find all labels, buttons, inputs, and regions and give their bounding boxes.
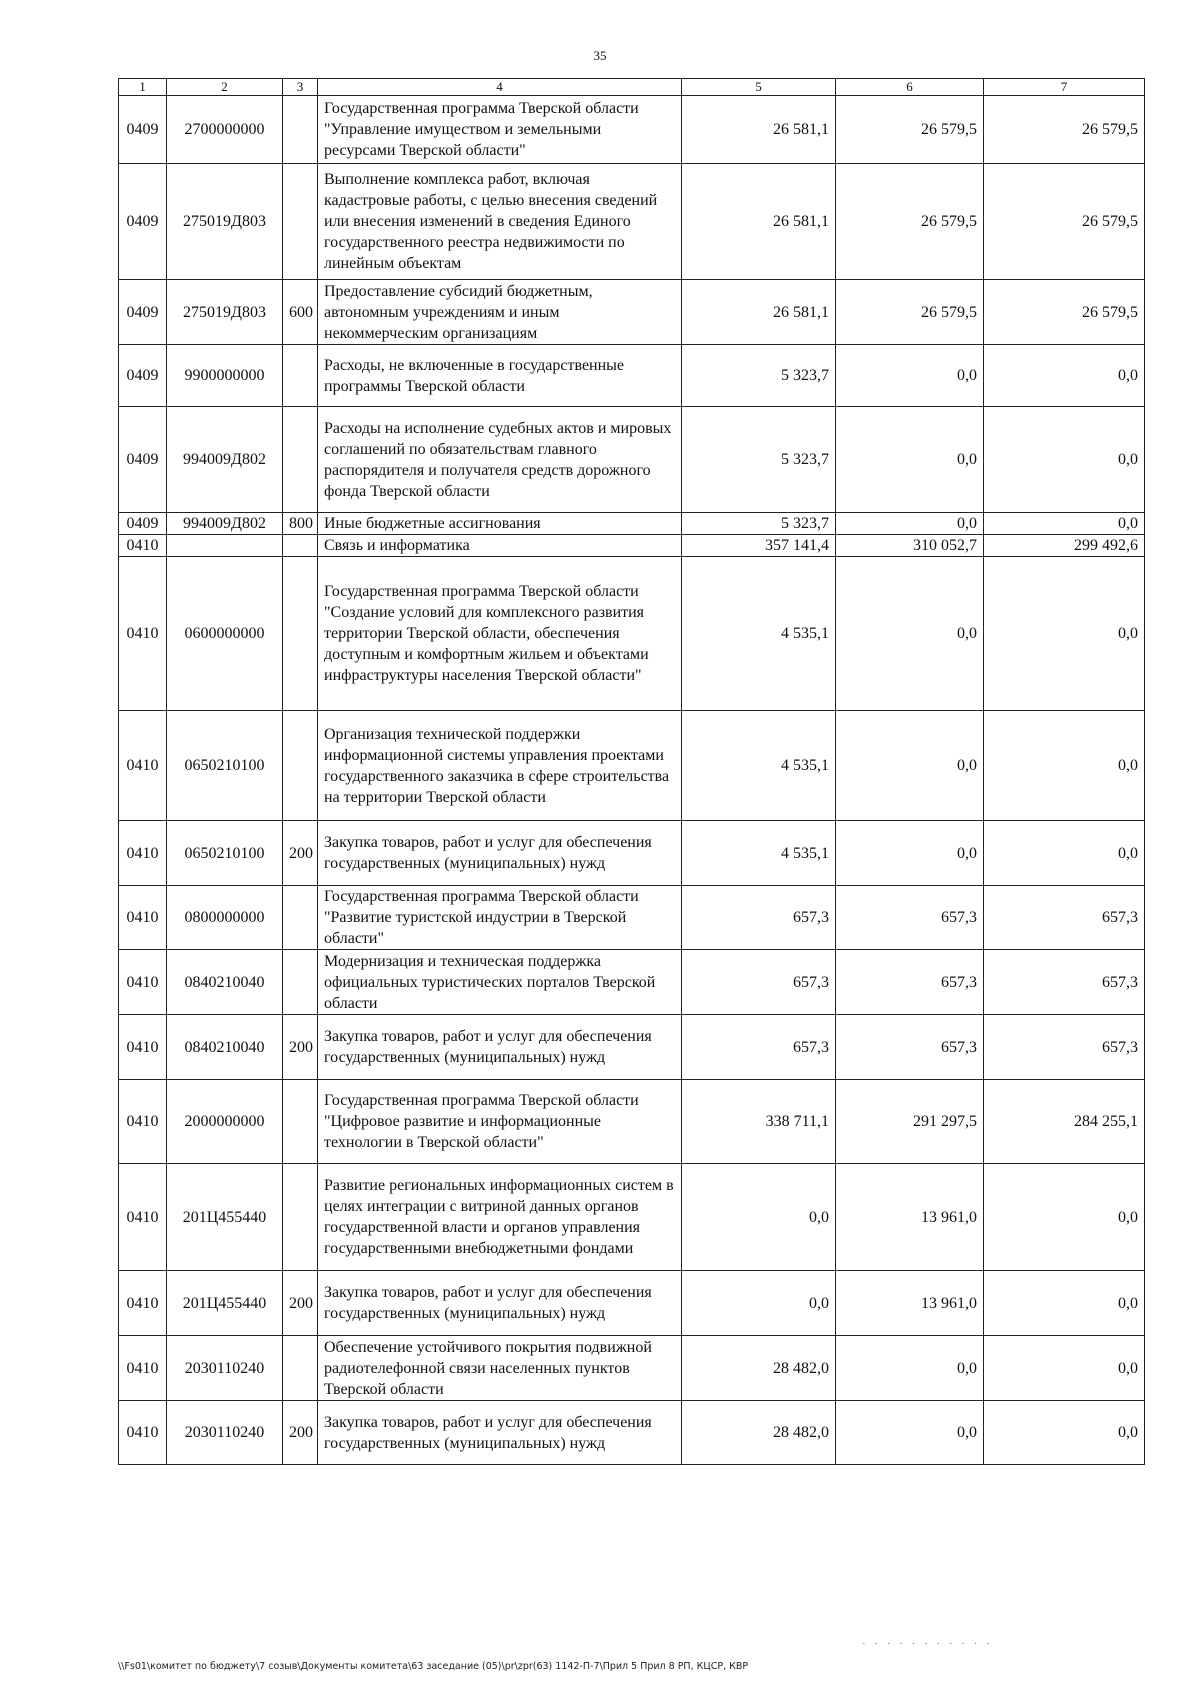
table-row [119, 1015, 1145, 1080]
target-article-cell: 275019Д803 [167, 280, 283, 345]
table-row [119, 821, 1145, 886]
section-code-cell: 0409 [119, 164, 167, 280]
column-number-row [119, 79, 1145, 96]
amount-col5-cell: 4 535,1 [682, 557, 836, 711]
column-header: 7 [984, 79, 1145, 96]
scan-noise: · · · · · · · · · · · [862, 1638, 993, 1650]
item-name-cell: Выполнение комплекса работ, включая кадастровые работы, с целью внесения сведений или внесения изменений в сведения Единого государственного реестра недвижимости по линейным объектам [318, 164, 682, 280]
item-name-cell: Связь и информатика [318, 535, 682, 557]
amount-col5-cell: 28 482,0 [682, 1401, 836, 1465]
amount-col6-cell: 310 052,7 [836, 535, 984, 557]
amount-col5-cell: 4 535,1 [682, 821, 836, 886]
file-path-footer: \\Fs01\комитет по бюджету\7 созыв\Документы комитета\63 заседание (05)\pr\zpr(63) 1142-П-7\Прил 5 Прил 8 РП, КЦСР, КВР [118, 1661, 749, 1672]
item-name-cell: Обеспечение устойчивого покрытия подвижной радиотелефонной связи населенных пунктов Тверской области [318, 1336, 682, 1401]
amount-col5-cell: 657,3 [682, 1015, 836, 1080]
amount-col5-cell: 5 323,7 [682, 513, 836, 535]
section-code-cell: 0409 [119, 96, 167, 164]
expense-type-cell [283, 1080, 318, 1164]
target-article-cell: 0600000000 [167, 557, 283, 711]
amount-col5-cell: 26 581,1 [682, 96, 836, 164]
target-article-cell: 0800000000 [167, 886, 283, 950]
amount-col5-cell: 5 323,7 [682, 345, 836, 407]
table-row [119, 1401, 1145, 1465]
target-article-cell: 0650210100 [167, 821, 283, 886]
target-article-cell: 2700000000 [167, 96, 283, 164]
amount-col6-cell: 291 297,5 [836, 1080, 984, 1164]
amount-col7-cell: 26 579,5 [984, 96, 1145, 164]
target-article-cell: 9900000000 [167, 345, 283, 407]
section-code-cell: 0410 [119, 1080, 167, 1164]
target-article-cell: 2000000000 [167, 1080, 283, 1164]
item-name-cell: Закупка товаров, работ и услуг для обеспечения государственных (муниципальных) нужд [318, 1401, 682, 1465]
amount-col6-cell: 0,0 [836, 513, 984, 535]
section-code-cell: 0409 [119, 513, 167, 535]
table-row [119, 1080, 1145, 1164]
expense-type-cell [283, 96, 318, 164]
section-code-cell: 0410 [119, 557, 167, 711]
item-name-cell: Организация технической поддержки информационной системы управления проектами государственного заказчика в сфере строительства на территории Тверской области [318, 711, 682, 821]
amount-col5-cell: 28 482,0 [682, 1336, 836, 1401]
table-row [119, 164, 1145, 280]
table-row [119, 886, 1145, 950]
item-name-cell: Государственная программа Тверской области "Создание условий для комплексного развития территории Тверской области, обеспечения доступным и комфортным жильем и объектами инфраструктуры населения Тверской области" [318, 557, 682, 711]
target-article-cell [167, 535, 283, 557]
expense-type-cell [283, 535, 318, 557]
expense-type-cell [283, 345, 318, 407]
target-article-cell: 201Ц455440 [167, 1271, 283, 1336]
target-article-cell: 201Ц455440 [167, 1164, 283, 1271]
amount-col6-cell: 0,0 [836, 407, 984, 513]
amount-col7-cell: 0,0 [984, 513, 1145, 535]
target-article-cell: 0840210040 [167, 950, 283, 1015]
section-code-cell: 0410 [119, 535, 167, 557]
amount-col6-cell: 657,3 [836, 886, 984, 950]
expense-type-cell [283, 711, 318, 821]
item-name-cell: Предоставление субсидий бюджетным, автономным учреждениям и иным некоммерческим организациям [318, 280, 682, 345]
item-name-cell: Закупка товаров, работ и услуг для обеспечения государственных (муниципальных) нужд [318, 1015, 682, 1080]
amount-col6-cell: 13 961,0 [836, 1164, 984, 1271]
expense-type-cell: 200 [283, 821, 318, 886]
column-header: 5 [682, 79, 836, 96]
item-name-cell: Иные бюджетные ассигнования [318, 513, 682, 535]
amount-col7-cell: 0,0 [984, 1401, 1145, 1465]
expense-type-cell: 200 [283, 1271, 318, 1336]
table-row [119, 280, 1145, 345]
amount-col7-cell: 657,3 [984, 950, 1145, 1015]
target-article-cell: 2030110240 [167, 1336, 283, 1401]
amount-col7-cell: 0,0 [984, 1336, 1145, 1401]
table-row [119, 535, 1145, 557]
column-header: 4 [318, 79, 682, 96]
section-code-cell: 0410 [119, 1164, 167, 1271]
section-code-cell: 0409 [119, 407, 167, 513]
amount-col6-cell: 26 579,5 [836, 96, 984, 164]
section-code-cell: 0410 [119, 1271, 167, 1336]
section-code-cell: 0410 [119, 1336, 167, 1401]
expense-type-cell [283, 557, 318, 711]
amount-col6-cell: 26 579,5 [836, 164, 984, 280]
amount-col6-cell: 657,3 [836, 950, 984, 1015]
target-article-cell: 0650210100 [167, 711, 283, 821]
item-name-cell: Расходы на исполнение судебных актов и мировых соглашений по обязательствам главного распорядителя и получателя средств дорожного фонда Тверской области [318, 407, 682, 513]
amount-col7-cell: 26 579,5 [984, 280, 1145, 345]
table-row [119, 711, 1145, 821]
table-row [119, 1164, 1145, 1271]
amount-col6-cell: 0,0 [836, 711, 984, 821]
amount-col7-cell: 26 579,5 [984, 164, 1145, 280]
item-name-cell: Развитие региональных информационных систем в целях интеграции с витриной данных органов государственной власти и органов управления государственными внебюджетными фондами [318, 1164, 682, 1271]
amount-col5-cell: 5 323,7 [682, 407, 836, 513]
page-number: 35 [593, 48, 607, 63]
amount-col6-cell: 13 961,0 [836, 1271, 984, 1336]
amount-col5-cell: 0,0 [682, 1271, 836, 1336]
expense-type-cell [283, 950, 318, 1015]
section-code-cell: 0409 [119, 280, 167, 345]
amount-col6-cell: 0,0 [836, 821, 984, 886]
item-name-cell: Государственная программа Тверской области "Цифровое развитие и информационные технологии в Тверской области" [318, 1080, 682, 1164]
amount-col7-cell: 0,0 [984, 557, 1145, 711]
target-article-cell: 0840210040 [167, 1015, 283, 1080]
table-row [119, 513, 1145, 535]
amount-col5-cell: 357 141,4 [682, 535, 836, 557]
amount-col5-cell: 0,0 [682, 1164, 836, 1271]
item-name-cell: Государственная программа Тверской области "Управление имуществом и земельными ресурсами Тверской области" [318, 96, 682, 164]
amount-col6-cell: 26 579,5 [836, 280, 984, 345]
amount-col7-cell: 299 492,6 [984, 535, 1145, 557]
amount-col5-cell: 338 711,1 [682, 1080, 836, 1164]
expense-type-cell [283, 1336, 318, 1401]
item-name-cell: Государственная программа Тверской области "Развитие туристской индустрии в Тверской области" [318, 886, 682, 950]
amount-col6-cell: 657,3 [836, 1015, 984, 1080]
amount-col7-cell: 0,0 [984, 1164, 1145, 1271]
item-name-cell: Расходы, не включенные в государственные программы Тверской области [318, 345, 682, 407]
table-row [119, 557, 1145, 711]
budget-table [118, 78, 1145, 1465]
amount-col6-cell: 0,0 [836, 345, 984, 407]
expense-type-cell: 200 [283, 1401, 318, 1465]
amount-col7-cell: 0,0 [984, 711, 1145, 821]
column-header: 2 [167, 79, 283, 96]
section-code-cell: 0410 [119, 1015, 167, 1080]
table-row [119, 407, 1145, 513]
column-header: 1 [119, 79, 167, 96]
table-row [119, 96, 1145, 164]
amount-col5-cell: 26 581,1 [682, 164, 836, 280]
amount-col7-cell: 0,0 [984, 1271, 1145, 1336]
amount-col7-cell: 0,0 [984, 821, 1145, 886]
column-header: 3 [283, 79, 318, 96]
expense-type-cell [283, 164, 318, 280]
section-code-cell: 0409 [119, 345, 167, 407]
table-row [119, 1336, 1145, 1401]
target-article-cell: 994009Д802 [167, 513, 283, 535]
amount-col7-cell: 657,3 [984, 1015, 1145, 1080]
target-article-cell: 2030110240 [167, 1401, 283, 1465]
amount-col6-cell: 0,0 [836, 557, 984, 711]
amount-col5-cell: 26 581,1 [682, 280, 836, 345]
item-name-cell: Закупка товаров, работ и услуг для обеспечения государственных (муниципальных) нужд [318, 821, 682, 886]
amount-col5-cell: 657,3 [682, 886, 836, 950]
amount-col5-cell: 657,3 [682, 950, 836, 1015]
amount-col5-cell: 4 535,1 [682, 711, 836, 821]
section-code-cell: 0410 [119, 1401, 167, 1465]
amount-col7-cell: 284 255,1 [984, 1080, 1145, 1164]
table-row [119, 345, 1145, 407]
expense-type-cell: 800 [283, 513, 318, 535]
amount-col7-cell: 0,0 [984, 345, 1145, 407]
target-article-cell: 275019Д803 [167, 164, 283, 280]
section-code-cell: 0410 [119, 711, 167, 821]
expense-type-cell [283, 886, 318, 950]
table-body [119, 96, 1145, 1465]
item-name-cell: Модернизация и техническая поддержка официальных туристических порталов Тверской области [318, 950, 682, 1015]
amount-col6-cell: 0,0 [836, 1401, 984, 1465]
amount-col7-cell: 657,3 [984, 886, 1145, 950]
section-code-cell: 0410 [119, 950, 167, 1015]
table-row [119, 1271, 1145, 1336]
amount-col6-cell: 0,0 [836, 1336, 984, 1401]
column-header: 6 [836, 79, 984, 96]
expense-type-cell: 600 [283, 280, 318, 345]
expense-type-cell: 200 [283, 1015, 318, 1080]
expense-type-cell [283, 1164, 318, 1271]
item-name-cell: Закупка товаров, работ и услуг для обеспечения государственных (муниципальных) нужд [318, 1271, 682, 1336]
section-code-cell: 0410 [119, 886, 167, 950]
expense-type-cell [283, 407, 318, 513]
table-row [119, 950, 1145, 1015]
section-code-cell: 0410 [119, 821, 167, 886]
target-article-cell: 994009Д802 [167, 407, 283, 513]
amount-col7-cell: 0,0 [984, 407, 1145, 513]
